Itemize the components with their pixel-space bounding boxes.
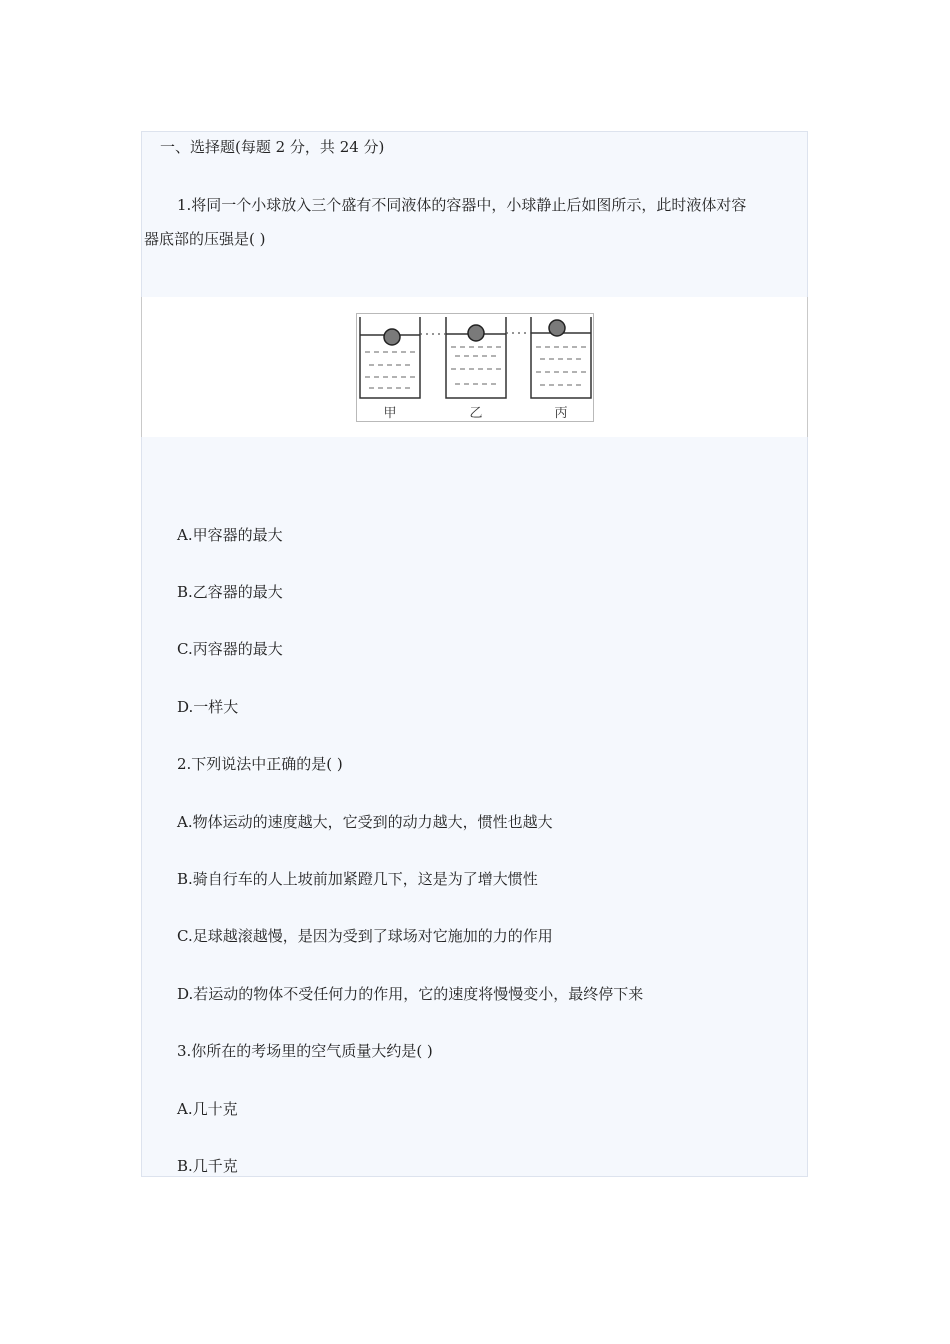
question-1-option-d: D.一样大 bbox=[177, 698, 239, 716]
question-3-option-b: B.几千克 bbox=[177, 1157, 238, 1175]
question-1-stem-line2: 器底部的压强是( ) bbox=[144, 230, 266, 248]
question-1-option-b: B.乙容器的最大 bbox=[177, 583, 283, 601]
question-2-stem: 2.下列说法中正确的是( ) bbox=[177, 755, 343, 773]
ball-bing bbox=[549, 320, 565, 336]
question-1-stem-line1: 1.将同一个小球放入三个盛有不同液体的容器中，小球静止后如图所示，此时液体对容 bbox=[177, 196, 747, 214]
question-3-option-a: A.几十克 bbox=[177, 1100, 238, 1118]
label-yi: 乙 bbox=[469, 406, 483, 421]
ball-jia bbox=[384, 329, 400, 345]
question-1-option-a: A.甲容器的最大 bbox=[177, 526, 283, 544]
question-2-option-b: B.骑自行车的人上坡前加紧蹬几下，这是为了增大惯性 bbox=[177, 870, 538, 888]
containers-figure bbox=[356, 313, 594, 422]
question-2-option-c: C.足球越滚越慢，是因为受到了球场对它施加的力的作用 bbox=[177, 927, 553, 945]
section-heading: 一、选择题(每题 2 分，共 24 分) bbox=[160, 138, 385, 156]
question-2-option-d: D.若运动的物体不受任何力的作用，它的速度将慢慢变小，最终停下来 bbox=[177, 985, 644, 1003]
label-bing: 丙 bbox=[554, 406, 568, 421]
ball-yi bbox=[468, 325, 484, 341]
question-2-option-a: A.物体运动的速度越大，它受到的动力越大，惯性也越大 bbox=[177, 813, 553, 831]
question-3-stem: 3.你所在的考场里的空气质量大约是( ) bbox=[177, 1042, 433, 1060]
question-1-option-c: C.丙容器的最大 bbox=[177, 640, 283, 658]
label-jia: 甲 bbox=[383, 406, 397, 421]
containers-diagram bbox=[357, 314, 593, 421]
